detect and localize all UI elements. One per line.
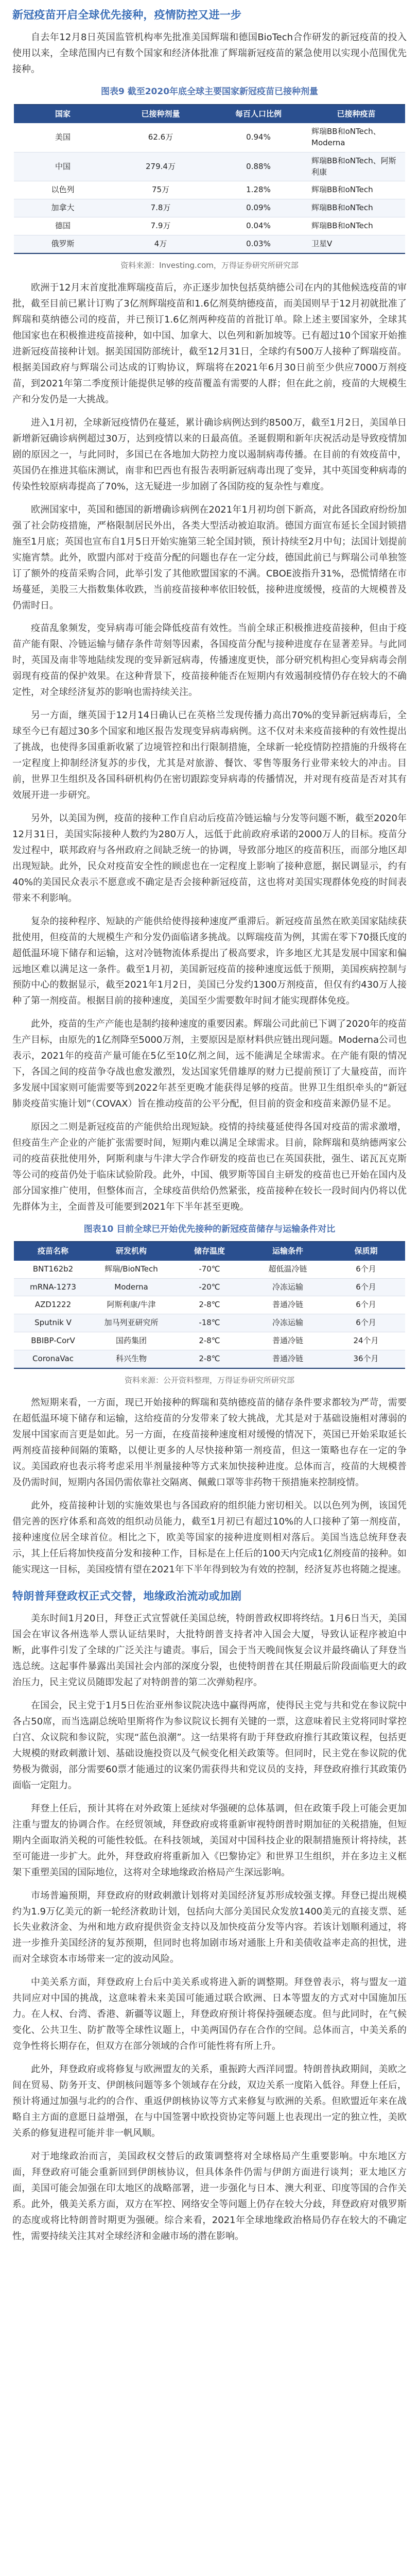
body-part-3 <box>12 708 407 906</box>
table-row <box>14 217 405 235</box>
section-title-vaccine: 新冠疫苗开启全球优先接种，疫情防控又进一步 <box>12 9 242 21</box>
table-header-cell: 已接种疫苗 <box>307 105 405 124</box>
table-cell: 62.6万 <box>112 123 210 152</box>
table-cell: -70℃ <box>170 1261 249 1278</box>
paragraph: 市场普遍预期，拜登政府的财政刺激计划将对美国经济复苏形成较强支撑。拜登已提出规模约为1.9万亿美元的新一轮经济救助计划，包括向大部分美国民众发放1400美元的直接支票、延长失业救济金、为州和地方政府提供资金支持以及加快疫苗分发等内容。若该计划顺利通过，将进一步推升美国经济的复苏预期，但同时也将加剧市场对通胀上升和美债收益率走高的担忧，进而对全球资本市场带来一定的波动风险。 <box>12 1890 407 1965</box>
table-row <box>14 1350 405 1368</box>
table-header-row <box>14 1242 405 1261</box>
figure-9-caption: 图表9 截至2020年底全球主要国家新冠疫苗已接种剂量 <box>100 87 319 97</box>
table-cell: 加马列亚研究所 <box>92 1314 170 1332</box>
table-cell: 普通冷链 <box>249 1332 327 1350</box>
table-cell: BBIBP-CorV <box>14 1332 92 1350</box>
table-cell: 美国 <box>14 123 112 152</box>
table-cell: 辉瑞BB和oNTech <box>307 217 405 235</box>
table-cell: 2-8℃ <box>170 1296 249 1314</box>
table-cell: 0.88% <box>210 152 307 181</box>
table-cell: 加拿大 <box>14 199 112 217</box>
table-cell: 75万 <box>112 181 210 199</box>
paragraph: 复杂的接种程序、短缺的产能供给使得接种速度严重滞后。新冠疫苗虽然在欧美国家陆续获批使用，但疫苗的大规模生产和分发仍面临诸多挑战。以辉瑞疫苗为例，其需在零下70摄氏度的超低温环境下储存和运输，这对冷链物流体系提出了极高要求，许多地区尤其是发展中国家和偏远地区难以满足这一条件。截至1月初，美国新冠疫苗的接种速度远低于预期，美国疾病控制与预防中心的数据显示，截至2021年1月2日，美国已分发约1300万剂疫苗，但仅有约430万人接种了第一剂疫苗。根据目前的接种速度，美国至少需要数年时间才能实现群体免疫。 <box>12 916 407 1007</box>
table-cell: 6个月 <box>327 1278 405 1296</box>
table-cell: 辉瑞BB和oNTech <box>307 199 405 217</box>
table-row <box>14 1278 405 1296</box>
table-cell: 6个月 <box>327 1261 405 1278</box>
section-1 <box>12 7 407 78</box>
figure-9-source: 资料来源：Investing.com，万得证券研究所研究部 <box>120 261 299 270</box>
table-cell: 以色列 <box>14 181 112 199</box>
table-row <box>14 1314 405 1332</box>
table-header-cell: 每百人口比例 <box>210 105 307 124</box>
table-header-row <box>14 105 405 124</box>
body-part-2 <box>12 280 407 701</box>
table-row <box>14 1332 405 1350</box>
table-row <box>14 152 405 181</box>
table-cell: 辉瑞BB和oNTech、阿斯利康 <box>307 152 405 181</box>
table-row <box>14 1261 405 1278</box>
table-cell: 36个月 <box>327 1350 405 1368</box>
paragraph: 欧洲于12月末首度批准辉瑞疫苗后，亦正逐步加快包括莫纳德公司在内的其他候选疫苗的审批，截至目前已累计订购了3亿剂辉瑞疫苗和1.6亿剂莫纳德疫苗，而美国则早于12月初就批准了辉瑞和莫纳德公司的疫苗，并已预订1.6亿剂两种疫苗的首批订单。除上述主要国家外，全球其他国家也在积极推进疫苗接种，如中国、加拿大、以色列和新加坡等。已有超过10个国家开始推进新冠疫苗接种计划。据美国国防部统计，截至12月31日，全球约有500万人接种了辉瑞疫苗。根据美国政府与辉瑞公司达成的订购协议，辉瑞将在2021年6月30日前至少供应7000万剂疫苗，到2021年第二季度预计能提供足够的疫苗覆盖有需要的人群；但在此之前，疫苗的大规模生产和分发仍是一大挑战。 <box>12 282 407 405</box>
table-cell: 国药集团 <box>92 1332 170 1350</box>
body-part-5 <box>12 1395 407 1578</box>
section-title-politics: 特朗普拜登政权正式交替，地缘政治流动或加剧 <box>12 1589 242 1602</box>
table-cell: 卫星V <box>307 235 405 253</box>
table-header-cell: 保质期 <box>327 1242 405 1261</box>
figure-10 <box>12 1223 407 1386</box>
table-cell: 普通冷链 <box>249 1350 327 1368</box>
table-cell: 普通冷链 <box>249 1296 327 1314</box>
table-cell: 冷冻运输 <box>249 1278 327 1296</box>
table-cell: 4万 <box>112 235 210 253</box>
table-cell: 德国 <box>14 217 112 235</box>
table-row <box>14 181 405 199</box>
figure-10-source: 资料来源：公开资料整理，万得证券研究所研究部 <box>124 1376 294 1385</box>
table-cell: 0.03% <box>210 235 307 253</box>
paragraph: 另一方面，继英国于12月14日确认已在英格兰发现传播力高出70%的变异新冠病毒后，全球至今已有超过30多个国家和地区报告发现变异病毒病例。这不仅对未来疫苗接种的有效性提出了挑战，也使得多国重新收紧了边境管控和出行限制措施，全球新一轮疫情防控措施的升级将在一定程度上抑制经济复苏的步伐，尤其是对旅游、餐饮、零售等服务行业带来较大的冲击。目前，世界卫生组织及各国科研机构仍在密切跟踪变异病毒的传播情况，并对现有疫苗是否对其有效展开进一步研究。 <box>12 710 407 801</box>
paragraph: 进入1月初，全球新冠疫情仍在蔓延，累计确诊病例达到约8500万，截至1月2日，美国单日新增新冠确诊病例超过30万，达到疫情以来的日最高值。圣诞假期和新年庆祝活动是导致疫情加剧的原因之一，与此同时，多国已在各地加大防控力度以遏制病毒传播。在目前的有效疫苗中，英国仍在推进其临床测试，南非和巴西也有报告表明新冠病毒出现了变异，其中英国变种病毒的传染性较原病毒提高了70%，这无疑进一步加剧了各国防疫的复杂性与难度。 <box>12 417 407 492</box>
figure-9-table-wrap <box>14 104 405 255</box>
paragraph: 拜登上任后，预计其将在对外政策上延续对华强硬的总体基调，但在政策手段上可能会更加注重与盟友的协调合作。在经贸领域，拜登政府或将重新审视特朗普时期加征的关税措施，但短期内全面取消关税的可能性较低。在科技领域，美国对中国科技企业的限制措施预计将持续，甚至可能进一步扩大。此外，拜登政府将重新加入《巴黎协定》和世界卫生组织，并在多边主义框架下重塑美国的国际地位，这将对全球地缘政治格局产生深远影响。 <box>12 1803 407 1878</box>
table-cell: mRNA-1273 <box>14 1278 92 1296</box>
vaccine-dose-table <box>14 105 405 253</box>
table-cell: 2-8℃ <box>170 1350 249 1368</box>
paragraph: 此外，疫苗接种计划的实施效果也与各国政府的组织能力密切相关。以以色列为例，该国凭借完善的医疗体系和高效的组织动员能力，截至1月初已有超过10%的人口接种了第一剂疫苗，接种速度位居全球首位。相比之下，欧美等国家的接种进度则相对落后。美国当选总统拜登表示，其上任后将加快疫苗分发和接种工作，目标是在上任后的100天内完成1亿剂疫苗的接种。如能实现这一目标，美国疫情有望在2021年下半年得到较为有效的控制，经济复苏也将随之提速。 <box>12 1500 407 1575</box>
table-cell: 阿斯利康/牛津 <box>92 1296 170 1314</box>
table-cell: 辉瑞/BioNTech <box>92 1261 170 1278</box>
paragraph: 对于地缘政治而言，美国政权交替后的政策调整将对全球格局产生重要影响。中东地区方面，拜登政府可能会重新回到伊朗核协议，但具体条件仍需与伊朗方面进行谈判；亚太地区方面，美国可能会加强在印太地区的战略部署，进一步强化与日本、澳大利亚、印度等国的合作关系。此外，俄美关系方面，双方在军控、网络安全等问题上仍存在较大分歧，拜登政府对俄罗斯的态度或将比特朗普时期更为强硬。综合来看，2021年全球地缘政治格局仍存在较大的不确定性，需要持续关注其对全球经济和金融市场的潜在影响。 <box>12 2150 407 2242</box>
table-cell: 俄罗斯 <box>14 235 112 253</box>
table-header-cell: 研发机构 <box>92 1242 170 1261</box>
paragraph: 疫苗乱象频发，变异病毒可能会降低疫苗有效性。当前全球正积极推进疫苗接种，但由于疫苗产能有限、冷链运输与储存条件苛刻等因素，各国疫苗分配与接种进度存在显著差异。与此同时，英国及南非等地陆续发现的变异新冠病毒，传播速度更快，部分研究机构担心变异病毒会削弱现有疫苗的保护效果。在这种背景下，疫苗接种能否在短期内有效遏制疫情仍存在较大的不确定性，对全球经济复苏的影响也需持续关注。 <box>12 623 407 698</box>
body-part-4 <box>12 914 407 1215</box>
paragraph: 此外，拜登政府或将修复与欧洲盟友的关系，重振跨大西洋同盟。特朗普执政期间，美欧之间在贸易、防务开支、伊朗核问题等多个领域存在分歧，双边关系一度陷入低谷。拜登上任后，预计将通过加强与北约的合作、重返伊朗核协议等方式来修复与欧洲的关系。但欧盟近年来在战略自主方面的意愿日益增强，在与中国签署中欧投资协定等问题上也表现出一定的独立性，美欧关系的修复进程可能并非一帆风顺。 <box>12 2064 407 2139</box>
vaccine-storage-table <box>14 1242 405 1368</box>
table-cell: -20℃ <box>170 1278 249 1296</box>
table-cell: AZD1222 <box>14 1296 92 1314</box>
paragraph: 此外，疫苗的生产产能也是制约接种速度的重要因素。辉瑞公司此前已下调了2020年的疫苗生产目标，由原先的1亿剂降至5000万剂，主要原因是原材料供应链出现问题。Moderna公司也表示，2021年的疫苗产量可能在5亿至10亿剂之间，远不能满足全球需求。在产能有限的情况下，各国之间的疫苗争夺战也愈发激烈，发达国家凭借雄厚的财力已提前预订了大量疫苗，而许多发展中国家则可能需要等到2022年甚至更晚才能获得足够的疫苗。世界卫生组织牵头的“新冠肺炎疫苗实施计划”（COVAX）旨在推动疫苗的公平分配，但目前的资金和疫苗来源仍显不足。 <box>12 1019 407 1110</box>
table-header-cell: 国家 <box>14 105 112 124</box>
table-header-cell: 运输条件 <box>249 1242 327 1261</box>
table-cell: CoronaVac <box>14 1350 92 1368</box>
table-cell: 0.09% <box>210 199 307 217</box>
paragraph: 在国会，民主党于1月5日佐治亚州参议院决选中赢得两席，使得民主党与共和党在参议院中各占50席，而当选副总统哈里斯将作为参议院议长拥有关键的一票，这意味着民主党将同时掌控白宫、众议院和参议院，实现“蓝色浪潮”。这一结果将有助于拜登政府推行其政策议程，包括更大规模的财政刺激计划、基础设施投资以及气候变化相关政策等。但同时，民主党在参议院的优势极为微弱，部分需要60票才能通过的议案仍需获得共和党议员的支持，拜登政府推行其政策仍面临一定阻力。 <box>12 1700 407 1791</box>
table-cell: 辉瑞BB和oNTech <box>307 181 405 199</box>
table-cell: 7.9万 <box>112 217 210 235</box>
table-row <box>14 235 405 253</box>
table-header-cell: 储存温度 <box>170 1242 249 1261</box>
table-cell: -18℃ <box>170 1314 249 1332</box>
table-cell: 科兴生物 <box>92 1350 170 1368</box>
figure-9 <box>12 85 407 271</box>
figure-10-table-wrap <box>14 1241 405 1369</box>
table-row <box>14 123 405 152</box>
table-cell: 辉瑞BB和oNTech、Moderna <box>307 123 405 152</box>
paragraph: 另外，以美国为例，疫苗的接种工作自启动后疫苗冷链运输与分发等问题不断，截至2020年12月31日，美国实际接种人数约为280万人，远低于此前政府承诺的2000万人的目标。疫苗分发过程中，联邦政府与各州政府之间缺乏统一的协调，导致部分地区的疫苗积压，而部分地区却出现短缺。此外，民众对疫苗安全性的顾虑也在一定程度上影响了接种意愿，据民调显示，约有40%的美国民众表示不愿意或不确定是否会接种新冠疫苗，这也将对美国实现群体免疫的时间表带来不利影响。 <box>12 812 407 904</box>
table-cell: 0.04% <box>210 217 307 235</box>
table-cell: 0.94% <box>210 123 307 152</box>
table-row <box>14 1296 405 1314</box>
table-cell: Moderna <box>92 1278 170 1296</box>
paragraph: 中美关系方面，拜登政府上台后中美关系或将进入新的调整期。拜登曾表示，将与盟友一道共同应对中国的挑战，这意味着未来美国可能通过联合欧洲、日本等盟友的方式对中国施加压力。在人权、台湾、香港、新疆等议题上，拜登政府预计将保持强硬态度。但与此同时，在气候变化、公共卫生、防扩散等全球性议题上，中美两国仍存在合作的空间。总体而言，中美关系的竞争性将长期存在，但双方在部分领域的合作可能性将有所上升。 <box>12 1977 407 2052</box>
paragraph: 欧洲国家中，英国和德国的新增确诊病例在2021年1月初均创下新高，对此各国政府纷纷加强了社会防疫措施，严格限制居民外出，各类大型活动被迫取消。德国方面宣布延长全国封锁措施至1月底；英国也宣布自1月5日开始实施第三轮全国封锁，预计持续至2月中旬；法国计划提前实施宵禁。此外，欧盟内部对于疫苗分配的问题也存在一定分歧，德国此前已与辉瑞公司单独签订了额外的疫苗采购合同，此举引发了其他欧盟国家的不满。CBOE波指升31%，恐慌情绪在市场蔓延，美股三大指数集体收跌，当前疫苗接种率依旧较低，接种进度缓慢，疫苗的大规模普及仍需时日。 <box>12 504 407 611</box>
table-cell: 超低温冷链 <box>249 1261 327 1278</box>
figure-10-caption: 图表10 目前全球已开始优先接种的新冠疫苗储存与运输条件对比 <box>83 1224 336 1234</box>
table-cell: 1.28% <box>210 181 307 199</box>
table-cell: 中国 <box>14 152 112 181</box>
table-row <box>14 199 405 217</box>
table-cell: 6个月 <box>327 1296 405 1314</box>
table-cell: 6个月 <box>327 1314 405 1332</box>
table-cell: Sputnik V <box>14 1314 92 1332</box>
paragraph: 美东时间1月20日，拜登正式宣誓就任美国总统，特朗普政权即将终结。1月6日当天，美国国会在审议各州选举人票认证结果时，大批特朗普支持者冲入国会大厦，导致认证程序被迫中断，此事件引发了全球的广泛关注与谴责。事后，国会于当天晚间恢复会议并最终确认了拜登当选总统。这起事件暴露出美国社会内部的深度分裂，也使特朗普在其任期最后阶段面临更大的政治压力，民主党议员随即发起了对特朗普的第二次弹劾程序。 <box>12 1613 407 1688</box>
table-header-cell: 已接种剂量 <box>112 105 210 124</box>
table-cell: 2-8℃ <box>170 1332 249 1350</box>
paragraph-intro: 自去年12月8日英国监管机构率先批准美国辉瑞和德国BioTech合作研发的新冠疫苗的投入使用以来，全球范围内已有数个国家和经济体批准了辉瑞新冠疫苗的紧急使用以实现小范围优先接种。 <box>12 32 407 75</box>
table-cell: 24个月 <box>327 1332 405 1350</box>
table-cell: 279.4万 <box>112 152 210 181</box>
paragraph: 原因之二则是新冠疫苗的产能供给出现短缺。疫情的持续蔓延使得各国对疫苗的需求激增，但疫苗生产企业的产能扩张需要时间，短期内难以满足全球需求。目前，除辉瑞和莫纳德两家公司的疫苗获批使用外，阿斯利康与牛津大学合作研发的疫苗也已在英国获批，强生、诺瓦瓦克斯等公司的疫苗仍处于临床试验阶段。此外，中国、俄罗斯等国自主研发的疫苗也已开始在国内及部分国家推广使用，但整体而言，全球疫苗供给仍然紧张，疫苗接种在较长一段时间内仍将以优先群体为主，全面普及可能要到2021年下半年甚至更晚。 <box>12 1122 407 1212</box>
table-cell: 7.8万 <box>112 199 210 217</box>
table-header-cell: 疫苗名称 <box>14 1242 92 1261</box>
table-cell: BNT162b2 <box>14 1261 92 1278</box>
section-2 <box>12 1588 407 2245</box>
paragraph: 然短期来看，一方面，现已开始接种的辉瑞和莫纳德疫苗的储存条件要求都较为严苛，需要在超低温环境下储存和运输，这给疫苗的分发带来了较大挑战，尤其是对于基础设施相对薄弱的发展中国家而言更是如此。另一方面，在疫苗接种速度相对缓慢的情况下，英国已开始采取延长两剂疫苗接种间隔的策略，以便让更多的人尽快接种第一剂疫苗，但这一策略也存在一定的争议。美国政府也表示将考虑采用半剂量接种等方式来加快接种进度。总体而言，疫苗的大规模普及仍需时间，短期内各国仍需依靠社交隔离、佩戴口罩等非药物干预措施来控制疫情。 <box>12 1397 407 1488</box>
table-cell: 冷冻运输 <box>249 1314 327 1332</box>
